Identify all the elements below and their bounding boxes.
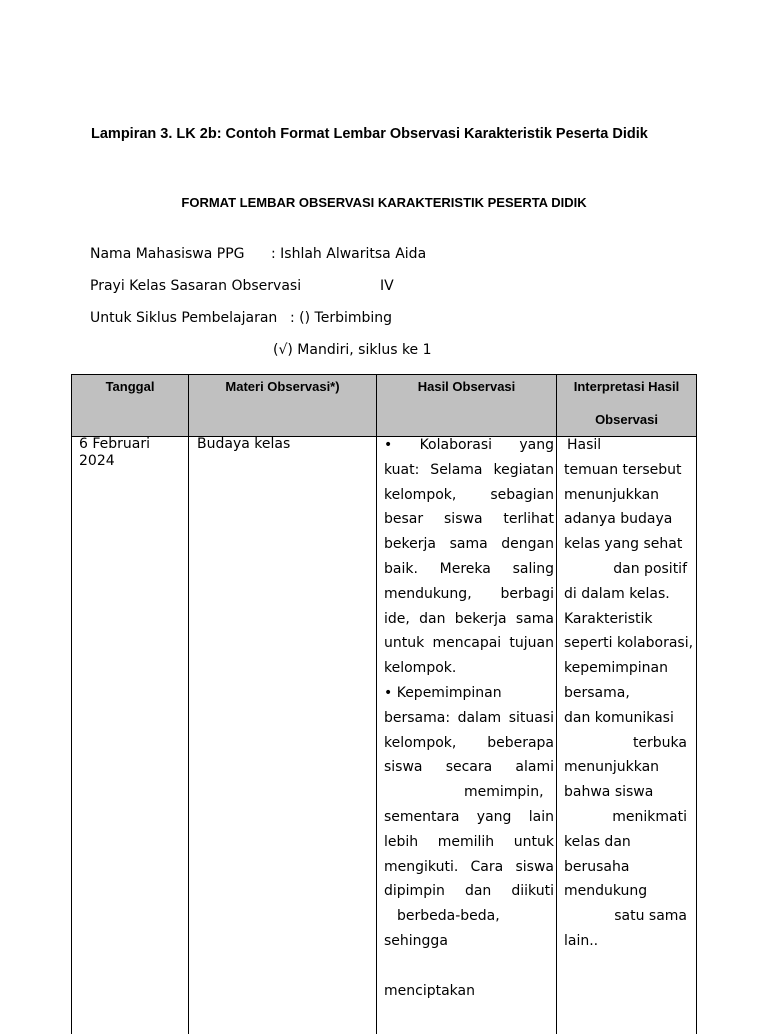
result-line: baik. Mereka saling bbox=[384, 560, 554, 577]
table-border-right bbox=[696, 374, 697, 1034]
result-line: bersama: dalam situasi bbox=[384, 709, 554, 726]
result-line: mengikuti. Cara siswa bbox=[384, 858, 554, 875]
observation-table bbox=[71, 374, 697, 1034]
cycle-option-guided: : () Terbimbing bbox=[290, 310, 393, 326]
cell-result bbox=[384, 433, 554, 1003]
interpretation-line: adanya budaya bbox=[564, 511, 673, 528]
header-interpretation bbox=[557, 374, 696, 432]
result-line: lebih memilih untuk bbox=[384, 833, 554, 850]
interpretation-line: Hasil bbox=[567, 437, 602, 453]
class-label: Prayi Kelas Sasaran Observasi bbox=[90, 278, 302, 294]
header-interpretation-line-2: Observasi bbox=[595, 412, 658, 427]
result-line: dipimpin dan diikuti bbox=[384, 883, 554, 900]
class-value: IV bbox=[380, 278, 394, 294]
cell-material: Budaya kelas bbox=[197, 436, 291, 452]
interpretation-line: lain.. bbox=[564, 932, 599, 949]
result-line: besar siswa terlihat bbox=[384, 511, 554, 528]
result-line: kuat: Selama kegiatan bbox=[384, 461, 554, 478]
interpretation-line: seperti kolaborasi, bbox=[564, 635, 694, 652]
cell-date-line-2: 2024 bbox=[79, 453, 115, 469]
interpretation-line: menikmati bbox=[612, 808, 687, 825]
table-col-divider-2 bbox=[376, 374, 377, 1034]
interpretation-line: Karakteristik bbox=[564, 610, 653, 627]
result-line: sementara yang lain bbox=[384, 808, 554, 825]
interpretation-line: berusaha bbox=[564, 858, 630, 875]
header-interpretation-line-1: Interpretasi Hasil bbox=[573, 379, 680, 394]
interpretation-line: di dalam kelas. bbox=[564, 585, 670, 602]
interpretation-line: kelas yang sehat bbox=[564, 536, 683, 553]
result-line: menciptakan bbox=[384, 982, 475, 999]
result-line: sehingga bbox=[384, 932, 448, 949]
form-title: FORMAT LEMBAR OBSERVASI KARAKTERISTIK PESERTA DIDIK bbox=[181, 195, 587, 210]
cell-date bbox=[79, 436, 150, 470]
result-line: • Kolaborasi yang bbox=[384, 437, 554, 453]
result-line: kelompok, sebagian bbox=[384, 486, 554, 503]
interpretation-line: kelas dan bbox=[564, 833, 631, 850]
cycle-label: Untuk Siklus Pembelajaran bbox=[90, 310, 278, 326]
result-line: mendukung, berbagi bbox=[384, 585, 554, 602]
table-col-divider-1 bbox=[188, 374, 189, 1034]
header-result: Hasil Observasi bbox=[417, 379, 516, 394]
cell-interpretation bbox=[564, 433, 694, 954]
header-material: Materi Observasi*) bbox=[225, 379, 340, 394]
result-line: untuk mencapai tujuan bbox=[384, 635, 554, 652]
interpretation-line: bersama, bbox=[564, 684, 630, 701]
table-col-divider-3 bbox=[556, 374, 557, 1034]
cell-date-line-1: 6 Februari bbox=[79, 436, 150, 452]
student-name-value: : Ishlah Alwaritsa Aida bbox=[271, 246, 427, 262]
interpretation-line: bahwa siswa bbox=[564, 784, 654, 801]
result-line: kelompok. bbox=[384, 660, 457, 677]
result-line bbox=[384, 954, 554, 979]
result-line: ide, dan bekerja sama bbox=[384, 610, 554, 627]
interpretation-line: menunjukkan bbox=[564, 486, 660, 503]
result-line: memimpin, bbox=[464, 784, 544, 801]
result-line: bekerja sama dengan bbox=[384, 536, 554, 553]
appendix-title: Lampiran 3. LK 2b: Contoh Format Lembar Observasi Karakteristik Peserta Didik bbox=[91, 126, 648, 142]
result-line: kelompok, beberapa bbox=[384, 734, 554, 751]
interpretation-line: menunjukkan bbox=[564, 759, 660, 776]
result-line: • Kepemimpinan bbox=[384, 684, 502, 701]
header-date: Tanggal bbox=[105, 379, 155, 394]
interpretation-line: dan komunikasi bbox=[564, 709, 674, 726]
student-name-label: Nama Mahasiswa PPG bbox=[90, 246, 245, 262]
interpretation-line: terbuka bbox=[632, 734, 687, 751]
table-border-left bbox=[71, 374, 72, 1034]
interpretation-line: dan positif bbox=[613, 560, 687, 577]
cycle-option-independent: (√) Mandiri, siklus ke 1 bbox=[273, 342, 432, 358]
interpretation-line: temuan tersebut bbox=[564, 461, 682, 478]
interpretation-line: satu sama bbox=[614, 908, 687, 925]
interpretation-line: mendukung bbox=[564, 883, 648, 900]
result-line: siswa secara alami bbox=[384, 759, 554, 776]
result-line: berbeda-beda, bbox=[397, 908, 500, 925]
interpretation-line: kepemimpinan bbox=[564, 660, 668, 677]
